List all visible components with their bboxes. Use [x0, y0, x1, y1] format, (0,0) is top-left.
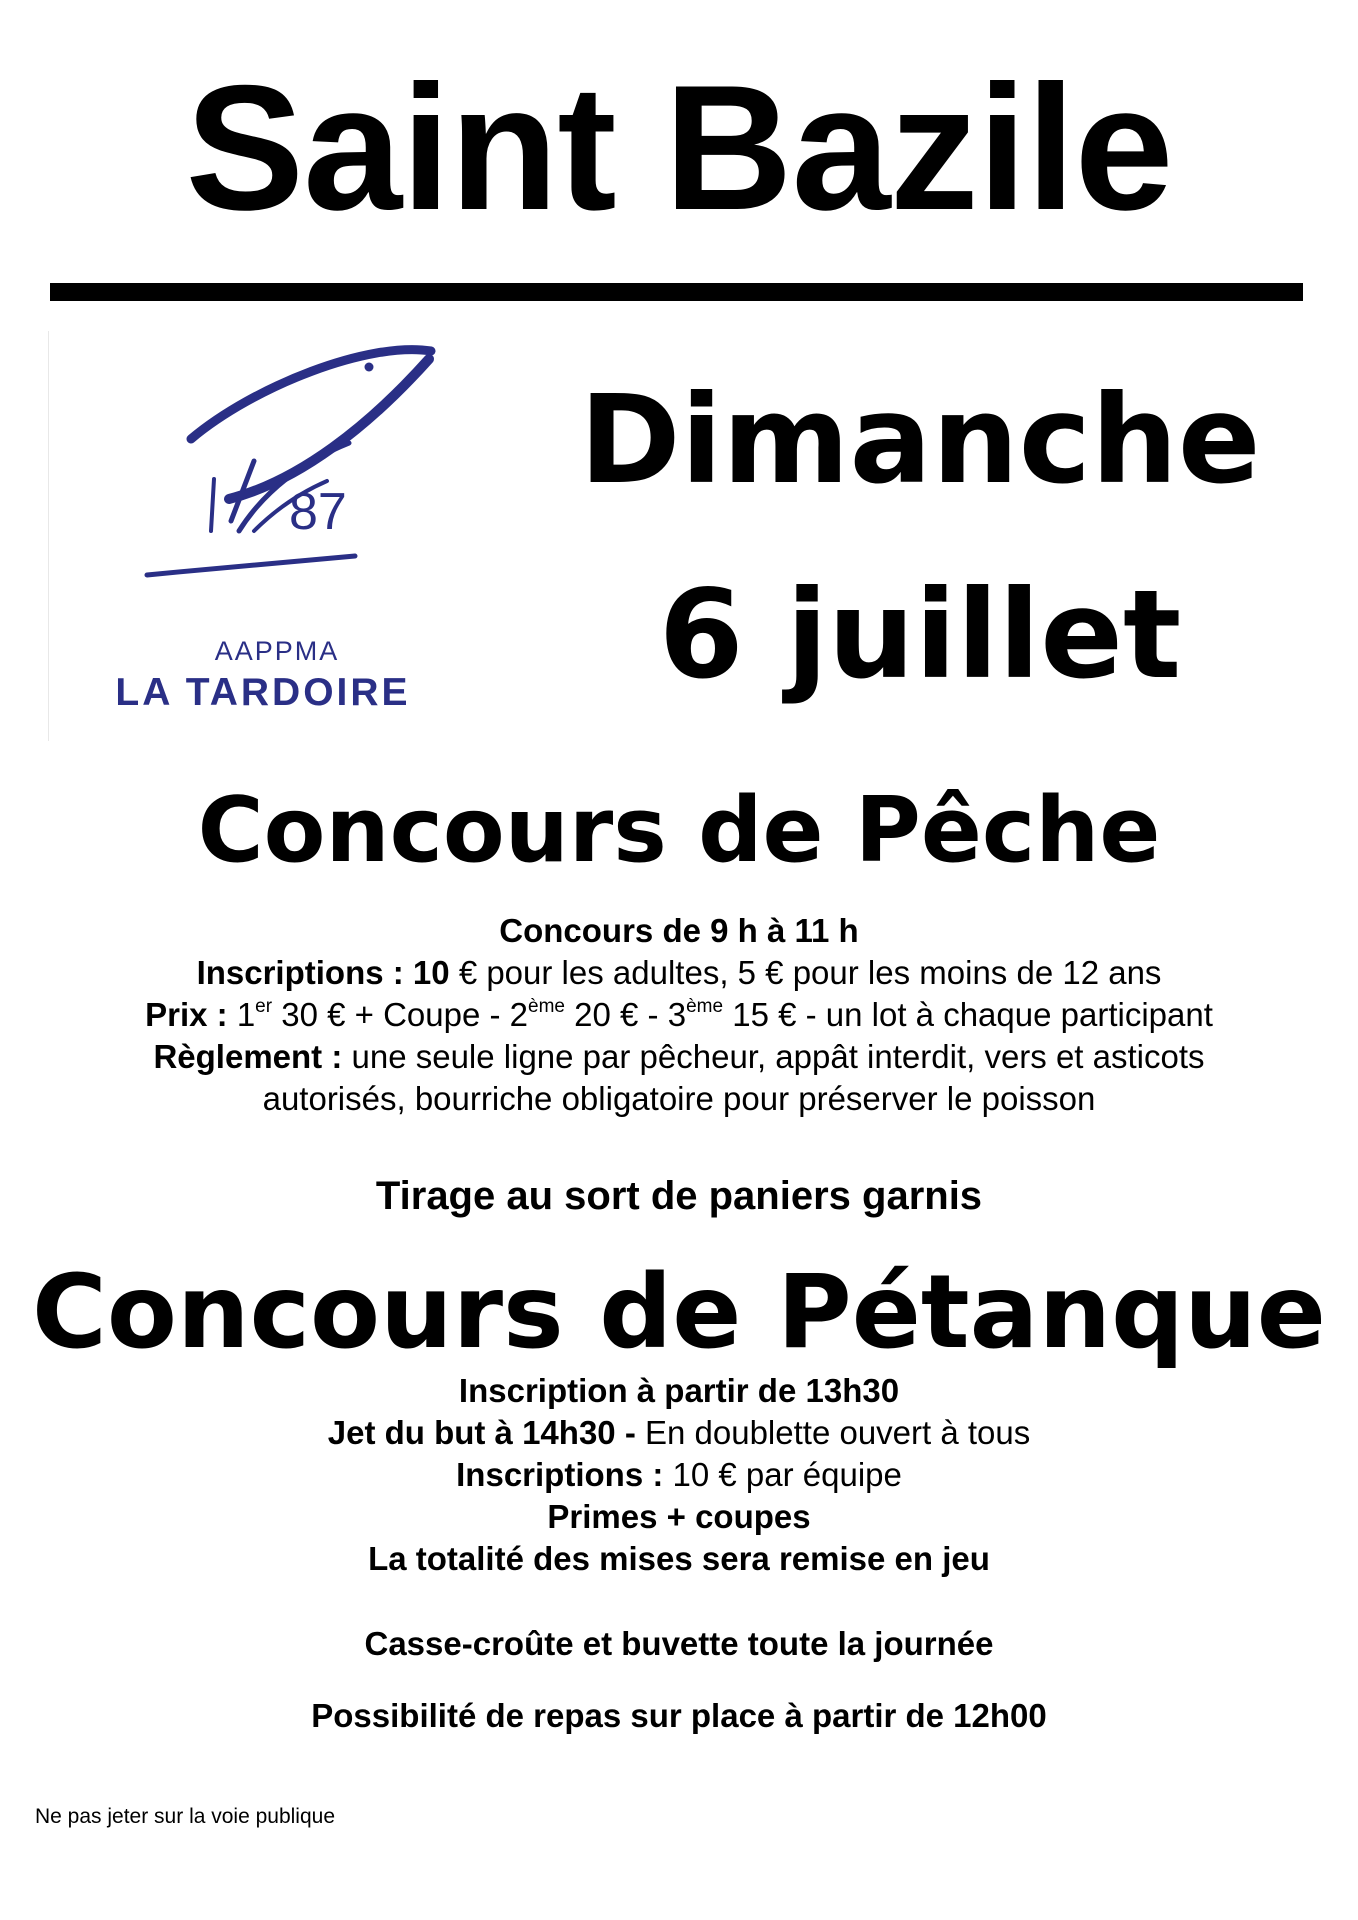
petanque-inscriptions — [0, 1454, 1358, 1496]
peche-prix-1: 1er — [236, 996, 273, 1033]
petanque-jet-text: En doublette ouvert à tous — [644, 1414, 1031, 1451]
petanque-primes: Primes + coupes — [547, 1498, 811, 1535]
logo-aappma-text: AAPPMA — [214, 636, 340, 666]
casse-croute-text: Casse-croûte et buvette toute la journée — [364, 1625, 994, 1662]
petanque-inscription-time: Inscription à partir de 13h30 — [458, 1372, 900, 1409]
tirage-text: Tirage au sort de paniers garnis — [375, 1174, 983, 1218]
title-underline — [50, 283, 1303, 301]
peche-prix-3-sup: ème — [686, 996, 724, 1017]
svg-text:87: 87 — [289, 483, 347, 541]
logo-club-name: LA TARDOIRE — [115, 671, 411, 714]
event-day: Dimanche — [579, 369, 1261, 511]
event-date: 6 juillet — [658, 564, 1182, 706]
repas-text: Possibilité de repas sur place à partir de 12h00 — [311, 1697, 1047, 1734]
petanque-title: Concours de Pétanque — [32, 1253, 1326, 1372]
peche-prix-3-text: 15 € - un lot à chaque participant — [732, 996, 1213, 1033]
petanque-jet — [0, 1412, 1358, 1454]
peche-prix-1-text: 30 € + Coupe - 2 — [281, 996, 529, 1033]
peche-reglement-label: Règlement : — [153, 1038, 343, 1075]
petanque-inscriptions-label: Inscriptions : — [456, 1456, 664, 1493]
peche-prix-label: Prix : — [145, 996, 228, 1033]
peche-prix-2-sup: ème — [528, 996, 565, 1017]
peche-reglement-text-1: une seule ligne par pêcheur, appât interdit, vers et asticots — [351, 1038, 1205, 1075]
club-logo — [48, 331, 469, 741]
peche-details — [0, 910, 1358, 1120]
peche-inscriptions-label: Inscriptions : — [196, 954, 404, 991]
peche-inscriptions — [0, 952, 1358, 994]
peche-inscriptions-text: € pour les adultes, 5 € pour les moins de 12 ans — [458, 954, 1162, 991]
petanque-inscriptions-text: 10 € par équipe — [672, 1456, 902, 1493]
peche-title: Concours de Pêche — [197, 778, 1161, 883]
petanque-jet-label: Jet du but à 14h30 - — [327, 1414, 636, 1451]
peche-reglement — [0, 1036, 1358, 1078]
petanque-details — [0, 1370, 1358, 1580]
peche-prix-2-text: 20 € - 3 — [574, 996, 687, 1033]
footer-notice: Ne pas jeter sur la voie publique — [35, 1805, 336, 1828]
petanque-mises: La totalité des mises sera remise en jeu — [368, 1540, 990, 1577]
peche-reglement-text-2: autorisés, bourriche obligatoire pour préserver le poisson — [262, 1080, 1096, 1117]
peche-prix — [0, 994, 1358, 1036]
poster-title: Saint Bazile — [185, 48, 1173, 247]
peche-inscriptions-amount: 10 — [412, 954, 450, 991]
peche-hours: Concours de 9 h à 11 h — [499, 912, 859, 949]
